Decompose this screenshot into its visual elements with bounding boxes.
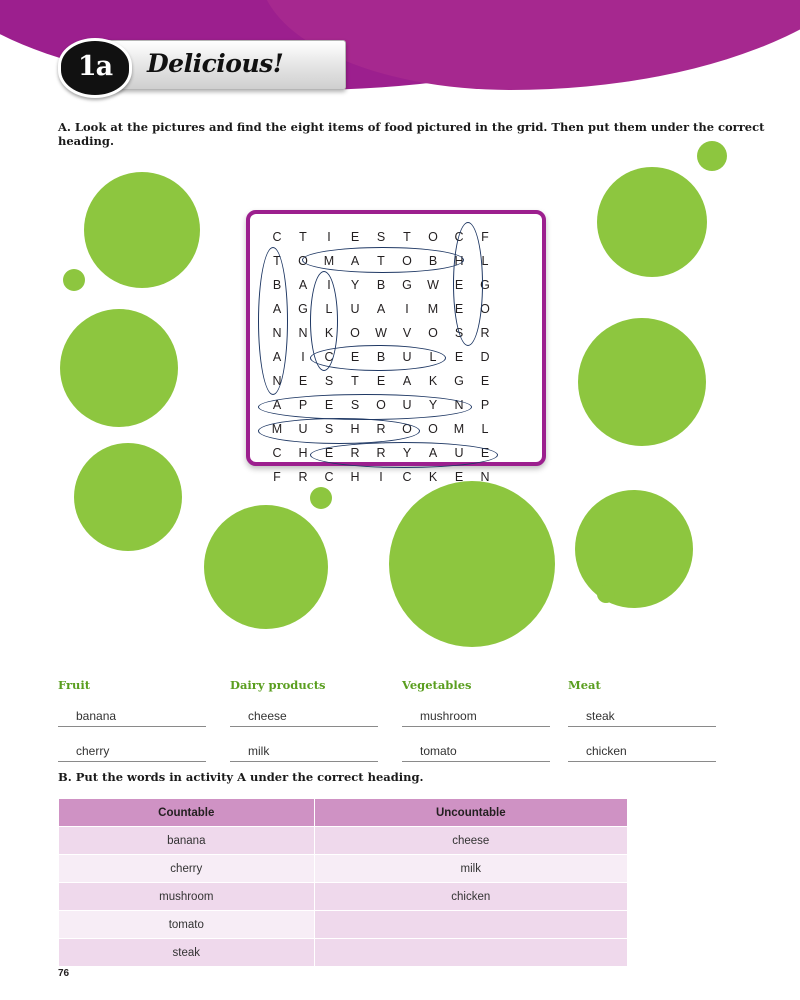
answer-line[interactable] <box>58 701 206 727</box>
grid-cell: E <box>480 446 490 460</box>
grid-cell: O <box>298 254 308 268</box>
grid-cell: T <box>403 230 411 244</box>
grid-cell: M <box>271 422 283 436</box>
grid-cell: Y <box>428 398 438 412</box>
decor-circle <box>697 141 727 171</box>
grid-cell: E <box>454 470 464 484</box>
grid-cell: O <box>428 422 438 436</box>
grid-cell: V <box>402 326 412 340</box>
table-cell[interactable]: tomato <box>59 911 315 939</box>
grid-cell: O <box>402 254 412 268</box>
grid-cell: G <box>298 302 308 316</box>
unit-badge <box>58 38 132 98</box>
grid-cell: B <box>376 278 386 292</box>
grid-cell: L <box>481 254 489 268</box>
grid-cell: B <box>272 278 282 292</box>
table-column-header: Uncountable <box>314 799 627 827</box>
answer-line[interactable] <box>568 736 716 762</box>
grid-cell: C <box>454 230 464 244</box>
table-cell[interactable]: milk <box>314 855 627 883</box>
grid-cell: A <box>350 254 360 268</box>
grid-cell: F <box>481 230 489 244</box>
table-cell[interactable]: cheese <box>314 827 627 855</box>
grid-cell <box>498 369 524 393</box>
grid-cell: U <box>402 398 412 412</box>
grid-cell: M <box>453 422 465 436</box>
grid-cell: K <box>324 326 334 340</box>
grid-cell <box>498 321 524 345</box>
grid-cell: T <box>299 230 307 244</box>
grid-cell: R <box>480 326 490 340</box>
answer-line[interactable] <box>568 701 716 727</box>
grid-cell: O <box>428 326 438 340</box>
answer-text: tomato <box>420 744 457 758</box>
grid-cell <box>498 417 524 441</box>
grid-cell <box>498 441 524 465</box>
grid-cell: C <box>272 446 282 460</box>
decor-circle <box>310 487 332 509</box>
grid-cell: U <box>454 446 464 460</box>
grid-cell: H <box>454 254 464 268</box>
grid-cell: O <box>402 422 412 436</box>
grid-cell: K <box>428 374 438 388</box>
grid-cell: N <box>272 326 282 340</box>
answer-text: cherry <box>76 744 110 758</box>
grid-cell: F <box>273 470 281 484</box>
grid-cell: S <box>350 398 360 412</box>
decor-circle <box>575 490 693 608</box>
grid-cell: L <box>481 422 489 436</box>
grid-cell: B <box>376 350 386 364</box>
decor-circle <box>578 318 706 446</box>
answer-line[interactable] <box>402 736 550 762</box>
category-heading: Meat <box>568 678 601 692</box>
grid-cell: E <box>324 446 334 460</box>
answer-text: cheese <box>248 709 287 723</box>
grid-cell: S <box>454 326 464 340</box>
grid-cell: I <box>405 302 409 316</box>
answer-line[interactable] <box>230 736 378 762</box>
grid-cell: A <box>402 374 412 388</box>
grid-cell: O <box>376 398 386 412</box>
found-word-oval-steak <box>310 345 446 371</box>
grid-cell: R <box>350 446 360 460</box>
category-heading: Fruit <box>58 678 91 692</box>
table-row <box>59 827 628 855</box>
found-word-oval-tomato <box>302 247 464 273</box>
page-number: 76 <box>58 968 70 979</box>
grid-cell: B <box>428 254 438 268</box>
grid-cell: N <box>272 374 282 388</box>
grid-cell: M <box>427 302 439 316</box>
grid-cell: I <box>379 470 383 484</box>
grid-cell: W <box>375 326 387 340</box>
grid-cell: N <box>480 470 490 484</box>
table-cell[interactable] <box>314 939 627 967</box>
grid-cell: O <box>350 326 360 340</box>
grid-cell: T <box>377 254 385 268</box>
grid-cell: U <box>350 302 360 316</box>
grid-cell: E <box>298 374 308 388</box>
grid-cell: I <box>327 278 331 292</box>
grid-cell: H <box>298 446 308 460</box>
found-word-oval-chicken <box>310 442 498 468</box>
grid-cell: W <box>427 278 439 292</box>
table-cell[interactable]: cherry <box>59 855 315 883</box>
decor-circle <box>204 505 328 629</box>
grid-cell: E <box>350 230 360 244</box>
grid-cell: Y <box>402 446 412 460</box>
grid-cell: C <box>324 470 334 484</box>
grid-cell: S <box>376 230 386 244</box>
table-cell[interactable]: mushroom <box>59 883 315 911</box>
found-word-oval-cheese <box>453 222 483 346</box>
grid-cell: G <box>402 278 412 292</box>
table-row <box>59 911 628 939</box>
grid-cell: R <box>376 446 386 460</box>
countable-uncountable-table <box>58 798 628 967</box>
grid-cell: H <box>350 422 360 436</box>
grid-cell: E <box>324 398 334 412</box>
grid-cell: U <box>298 422 308 436</box>
grid-cell <box>498 249 524 273</box>
grid-cell: R <box>298 470 308 484</box>
grid-cell <box>498 273 524 297</box>
grid-cell: E <box>454 350 464 364</box>
found-word-oval-cherry <box>258 418 420 444</box>
grid-cell: L <box>429 350 437 364</box>
grid-cell: K <box>428 470 438 484</box>
table-body <box>59 827 628 967</box>
grid-cell: D <box>480 350 490 364</box>
table-cell[interactable]: steak <box>59 939 315 967</box>
grid-cell: N <box>454 398 464 412</box>
grid-cell: A <box>298 278 308 292</box>
grid-cell: T <box>273 254 281 268</box>
page-title: Delicious! <box>147 49 284 78</box>
grid-cell: E <box>454 302 464 316</box>
grid-cell: P <box>480 398 490 412</box>
grid-cell <box>498 297 524 321</box>
unit-badge-label: 1a <box>77 51 113 82</box>
grid-cell: Y <box>350 278 360 292</box>
grid-cell: E <box>376 374 386 388</box>
table-column-header: Countable <box>59 799 315 827</box>
grid-cell: O <box>480 302 490 316</box>
grid-cell: G <box>480 278 490 292</box>
answer-text: milk <box>248 744 270 758</box>
grid-cell: A <box>428 446 438 460</box>
grid-cell: I <box>327 230 331 244</box>
grid-cell: H <box>350 470 360 484</box>
lesson-title-plate <box>104 40 346 90</box>
instruction-b: B. Put the words in activity A under the correct heading. <box>58 770 424 784</box>
grid-cell: E <box>480 374 490 388</box>
grid-cell: R <box>376 422 386 436</box>
found-word-oval-mushroom <box>258 394 472 420</box>
grid-cell <box>498 465 524 489</box>
table-cell[interactable]: banana <box>59 827 315 855</box>
instruction-a: A. Look at the pictures and find the eight items of food pictured in the grid. Then put them under the correct heading. <box>58 120 765 148</box>
category-block <box>568 678 716 762</box>
answer-text: banana <box>76 709 117 723</box>
table-cell[interactable] <box>314 911 627 939</box>
grid-cell: T <box>351 374 359 388</box>
grid-cell: C <box>324 350 334 364</box>
answer-line[interactable] <box>402 701 550 727</box>
grid-cell: P <box>298 398 308 412</box>
decor-circle <box>84 172 200 288</box>
table-row <box>59 883 628 911</box>
table-row <box>59 939 628 967</box>
answer-line[interactable] <box>58 736 206 762</box>
category-block <box>58 678 206 762</box>
grid-cell: L <box>325 302 333 316</box>
category-heading: Vegetables <box>402 678 472 692</box>
grid-cell: M <box>323 254 335 268</box>
decor-circle <box>597 585 615 603</box>
grid-cell: C <box>402 470 412 484</box>
grid-cell: C <box>272 230 282 244</box>
category-heading: Dairy products <box>230 678 326 692</box>
category-block <box>230 678 378 762</box>
grid-cell: S <box>324 422 334 436</box>
decor-circle <box>60 309 178 427</box>
grid-cell: S <box>324 374 334 388</box>
grid-cell: I <box>301 350 305 364</box>
word-search-puzzle <box>246 210 546 484</box>
grid-cell: A <box>272 398 282 412</box>
answer-text: mushroom <box>420 709 477 723</box>
decor-circle <box>74 443 182 551</box>
grid-cell: G <box>454 374 464 388</box>
decor-circle <box>389 481 555 647</box>
decor-circle <box>63 269 85 291</box>
answer-text: steak <box>586 709 615 723</box>
grid-cell: A <box>272 302 282 316</box>
grid-cell <box>498 345 524 369</box>
answer-line[interactable] <box>230 701 378 727</box>
answer-text: chicken <box>586 744 627 758</box>
found-word-oval-banana <box>258 247 288 395</box>
grid-cell: U <box>402 350 412 364</box>
grid-cell: A <box>376 302 386 316</box>
decor-circle <box>597 167 707 277</box>
grid-cell: O <box>428 230 438 244</box>
table-cell[interactable]: chicken <box>314 883 627 911</box>
grid-cell: N <box>298 326 308 340</box>
table-row <box>59 855 628 883</box>
grid-cell <box>498 225 524 249</box>
category-block <box>402 678 550 762</box>
grid-cell <box>498 393 524 417</box>
table-header-row <box>59 799 628 827</box>
grid-cell: E <box>454 278 464 292</box>
grid-cell: E <box>350 350 360 364</box>
grid-cell: A <box>272 350 282 364</box>
